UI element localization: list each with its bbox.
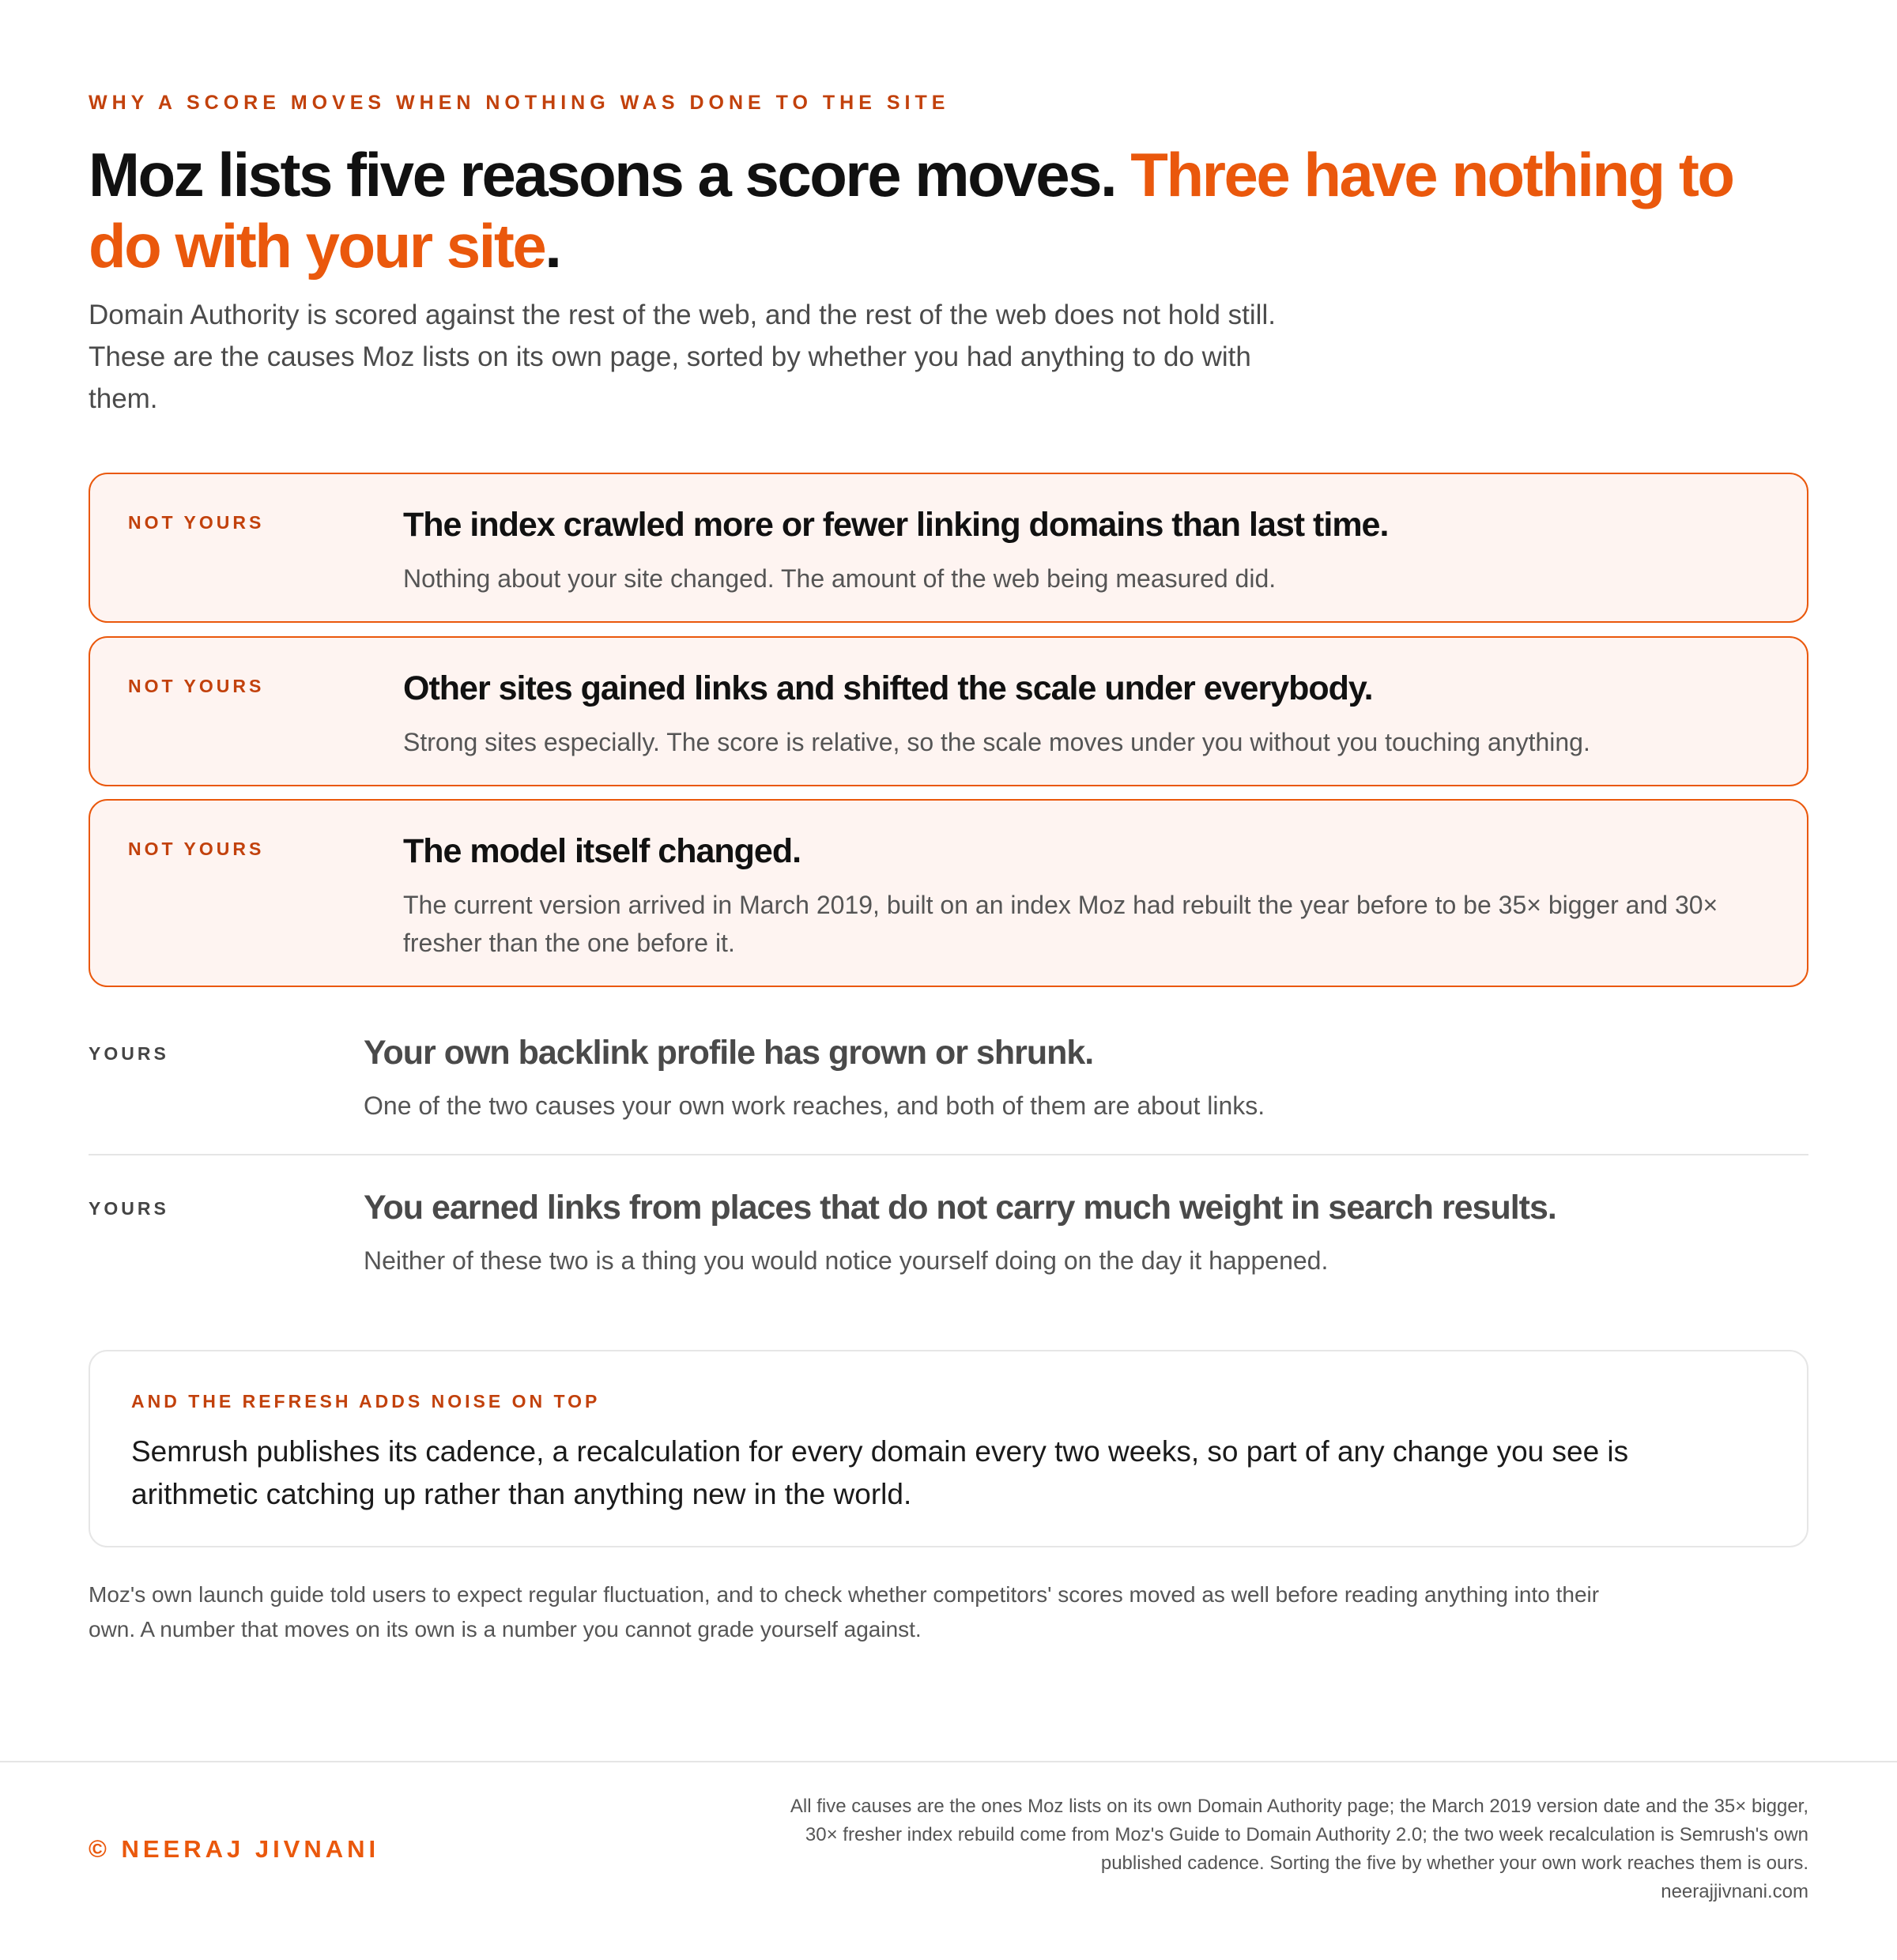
row-divider	[89, 1154, 1808, 1155]
intro-paragraph: Domain Authority is scored against the rest of the web, and the rest of the web does not hold still. These are the causes Moz lists on its own page, sorted by whether you had anything to do with them.	[89, 300, 1276, 414]
cause-card-other-sites	[89, 636, 1808, 786]
sources-line: All five causes are the ones Moz lists on its own Domain Authority page; the March 2019 version date and the 35× bigger,	[790, 1796, 1808, 1817]
eyebrow-label: WHY A SCORE MOVES WHEN NOTHING WAS DONE TO THE SITE	[89, 92, 950, 114]
site-url[interactable]: neerajjivnani.com	[1661, 1881, 1808, 1902]
cause-row-weak-links	[89, 1189, 1808, 1285]
refresh-note-tag: AND THE REFRESH ADDS NOISE ON TOP	[131, 1391, 601, 1412]
cause-body: The current version arrived in March 2019, built on an index Moz had rebuilt the year before to be 35× bigger and 30× fresher than the one before it.	[403, 891, 1718, 957]
cause-row-backlink-profile	[89, 1034, 1808, 1130]
cause-title: The model itself changed.	[403, 832, 801, 870]
closing-paragraph: Moz's own launch guide told users to expect regular fluctuation, and to check whether competitors' scores moved as well before reading anything into their own. A number that moves on its own is a number you cannot grade yourself against.	[89, 1582, 1600, 1642]
cause-title: You earned links from places that do not carry much weight in search results.	[364, 1189, 1556, 1227]
cause-tag: YOURS	[89, 1043, 169, 1064]
refresh-note-box	[89, 1350, 1808, 1547]
footer-divider	[0, 1761, 1897, 1762]
cause-tag: NOT YOURS	[128, 839, 265, 859]
cause-title: The index crawled more or fewer linking domains than last time.	[403, 506, 1389, 544]
cause-body: Strong sites especially. The score is relative, so the scale moves under you without you touching anything.	[403, 728, 1590, 756]
cause-tag: YOURS	[89, 1198, 169, 1219]
sources-note	[702, 1792, 1808, 1906]
sources-line: 30× fresher index rebuild come from Moz's Guide to Domain Authority 2.0; the two week recalculation is Semrush's own	[805, 1824, 1808, 1845]
cause-body: Neither of these two is a thing you would notice yourself doing on the day it happened.	[364, 1246, 1329, 1275]
headline-accent-part: Three have nothing to do with your site	[89, 140, 1733, 281]
cause-tag: NOT YOURS	[128, 676, 265, 696]
headline-dark-part: Moz lists five reasons a score moves.	[89, 140, 1131, 209]
cause-tag: NOT YOURS	[128, 512, 265, 533]
brand-copyright: © NEERAJ JIVNANI	[89, 1835, 380, 1863]
cause-title: Your own backlink profile has grown or shrunk.	[364, 1034, 1094, 1072]
cause-card-index-crawl	[89, 473, 1808, 623]
cause-card-model-changed	[89, 799, 1808, 987]
sources-line: published cadence. Sorting the five by whether your own work reaches them is ours.	[1100, 1853, 1808, 1874]
refresh-note-text: Semrush publishes its cadence, a recalculation for every domain every two weeks, so part of any change you see is arithmetic catching up rather than anything new in the world.	[131, 1435, 1629, 1510]
cause-body: Nothing about your site changed. The amount of the web being measured did.	[403, 564, 1277, 593]
page-headline	[89, 139, 1808, 281]
cause-body: One of the two causes your own work reaches, and both of them are about links.	[364, 1091, 1265, 1120]
headline-period: .	[545, 211, 560, 281]
cause-title: Other sites gained links and shifted the scale under everybody.	[403, 669, 1373, 707]
